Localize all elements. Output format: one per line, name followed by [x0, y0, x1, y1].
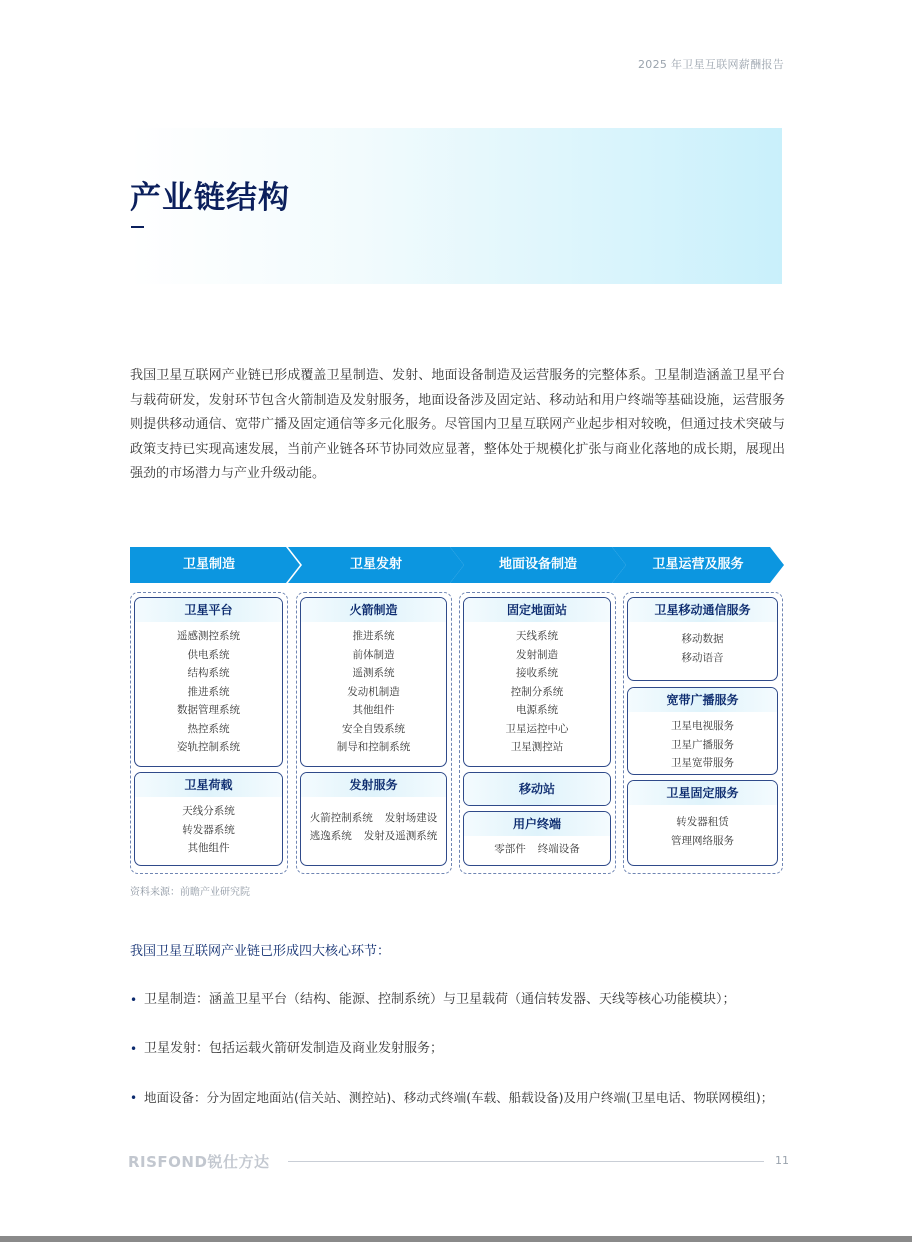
box-satellite-payload — [134, 772, 283, 866]
list-item: 天线分系统 — [182, 805, 235, 817]
stage-label: 卫星运营及服务 — [652, 557, 744, 572]
column-ground-equipment — [459, 592, 616, 874]
list-item: 天线系统 — [516, 630, 558, 642]
list-item: 遥感测控系统 — [177, 630, 240, 642]
box-mobile-station — [463, 772, 611, 806]
box-title: 用户终端 — [464, 812, 610, 836]
list-item: 结构系统 — [187, 667, 230, 679]
stage-label: 卫星制造 — [182, 557, 235, 572]
list-item: 遥测系统 — [352, 667, 395, 679]
list-item — [130, 988, 790, 1012]
box-title: 固定地面站 — [464, 598, 610, 622]
bullet-icon: • — [130, 1042, 138, 1056]
list-item: 卫星广播服务 — [671, 738, 734, 751]
stage-arrow-operations — [612, 547, 784, 583]
list-item: 前体制造 — [352, 648, 395, 661]
list-item: 终端设备 — [537, 843, 580, 855]
column-launch — [296, 592, 452, 874]
box-satellite-platform — [134, 597, 283, 767]
column-satellite-mfg — [130, 592, 288, 874]
column-operations — [623, 592, 783, 874]
list-item: 火箭控制系统 — [309, 812, 373, 824]
box-rocket-mfg — [300, 597, 447, 767]
list-item: 卫星宽带服务 — [671, 757, 734, 769]
list-item: 移动数据 — [681, 633, 724, 645]
list-item: 姿轨控制系统 — [177, 741, 240, 753]
industry-chain-diagram — [130, 547, 784, 875]
box-launch-service — [300, 772, 447, 866]
list-item — [130, 1037, 790, 1061]
list-item: 移动语音 — [681, 651, 724, 664]
list-item: 电源系统 — [516, 704, 558, 716]
list-item: 其他组件 — [352, 704, 395, 716]
list-item: 转发器租赁 — [676, 816, 729, 828]
box-title: 卫星移动通信服务 — [628, 598, 777, 622]
box-broadband-service — [627, 687, 778, 775]
stage-arrow-satellite-mfg — [130, 547, 300, 583]
list-item: 管理网络服务 — [671, 834, 734, 847]
list-item: 推进系统 — [187, 685, 230, 698]
box-title: 卫星固定服务 — [628, 781, 777, 805]
box-title: 卫星平台 — [135, 598, 282, 622]
core-bullet-list — [130, 988, 790, 1135]
bullet-icon: • — [130, 1091, 138, 1105]
bullet-text: 卫星发射：包括运载火箭研发制造及商业发射服务； — [144, 1041, 444, 1056]
box-mobile-comm-service — [627, 597, 778, 681]
box-title: 发射服务 — [301, 773, 446, 797]
list-item: 推进系统 — [352, 630, 395, 642]
intro-paragraph: 我国卫星互联网产业链已形成覆盖卫星制造、发射、地面设备制造及运营服务的完整体系。卫星制造涵盖卫星平台与载荷研发，发射环节包含火箭制造及发射服务，地面设备涉及固定站、移动站和用户终端等基础设施，运营服务则提供移动通信、宽带广播及固定通信等多元化服务。尽管国内卫星互联网产业起步相对较晚，但通过技术突破与政策支持已实现高速发展，当前产业链各环节协同效应显著，整体处于规模化扩张与商业化落地的成长期，展现出强劲的市场潜力与产业升级动能。 — [130, 368, 785, 481]
stage-arrow-ground — [450, 547, 626, 583]
list-item: 发动机制造 — [347, 685, 400, 698]
list-item: 接收系统 — [516, 667, 558, 679]
stage-label: 卫星发射 — [349, 557, 402, 572]
page-number: 11 — [775, 1154, 789, 1167]
box-title: 移动站 — [464, 773, 610, 805]
core-section-title: 我国卫星互联网产业链已形成四大核心环节： — [130, 944, 391, 959]
list-item: 控制分系统 — [510, 685, 564, 698]
box-title: 火箭制造 — [301, 598, 446, 622]
list-item: 转发器系统 — [182, 823, 235, 836]
list-item: 供电系统 — [187, 648, 230, 661]
list-item: 数据管理系统 — [177, 704, 240, 716]
report-header: 2025 年卫星互联网薪酬报告 — [638, 58, 784, 71]
bullet-text: 地面设备：分为固定地面站(信关站、测控站)、移动式终端(车载、船载设备)及用户终端(卫星电话、物联网模组)； — [144, 1090, 774, 1105]
list-item: 卫星电视服务 — [671, 720, 734, 732]
list-item: 发射制造 — [516, 648, 558, 661]
stage-arrow-launch — [288, 547, 464, 583]
list-item: 发射及遥测系统 — [363, 830, 438, 842]
list-item: 安全自毁系统 — [342, 722, 405, 735]
stage-label: 地面设备制造 — [498, 557, 577, 572]
list-item: 制导和控制系统 — [336, 741, 411, 753]
bullet-text: 卫星制造：涵盖卫星平台（结构、能源、控制系统）与卫星载荷（通信转发器、天线等核心功能模块）； — [144, 992, 736, 1007]
box-title: 卫星荷载 — [135, 773, 282, 797]
bullet-icon: • — [130, 993, 138, 1007]
source-note: 资料来源：前瞻产业研究院 — [130, 887, 250, 898]
company-logo: RISFOND锐仕方达 — [128, 1153, 270, 1171]
box-user-terminal — [463, 811, 611, 866]
list-item: 卫星测控站 — [510, 741, 564, 753]
box-fixed-service — [627, 780, 778, 866]
list-item — [130, 1086, 790, 1110]
list-item: 其他组件 — [187, 842, 230, 854]
page-bottom-edge — [0, 1236, 912, 1242]
box-title: 宽带广播服务 — [628, 688, 777, 712]
list-item: 发射场建设 — [384, 812, 438, 824]
list-item: 卫星运控中心 — [505, 722, 569, 735]
page-title: 产业链结构 — [130, 180, 290, 216]
list-item: 逃逸系统 — [309, 830, 352, 842]
title-underline — [131, 226, 144, 228]
list-item: 零部件 — [494, 843, 526, 855]
footer-divider — [288, 1161, 764, 1162]
list-item: 热控系统 — [187, 722, 230, 735]
box-fixed-ground-station — [463, 597, 611, 767]
